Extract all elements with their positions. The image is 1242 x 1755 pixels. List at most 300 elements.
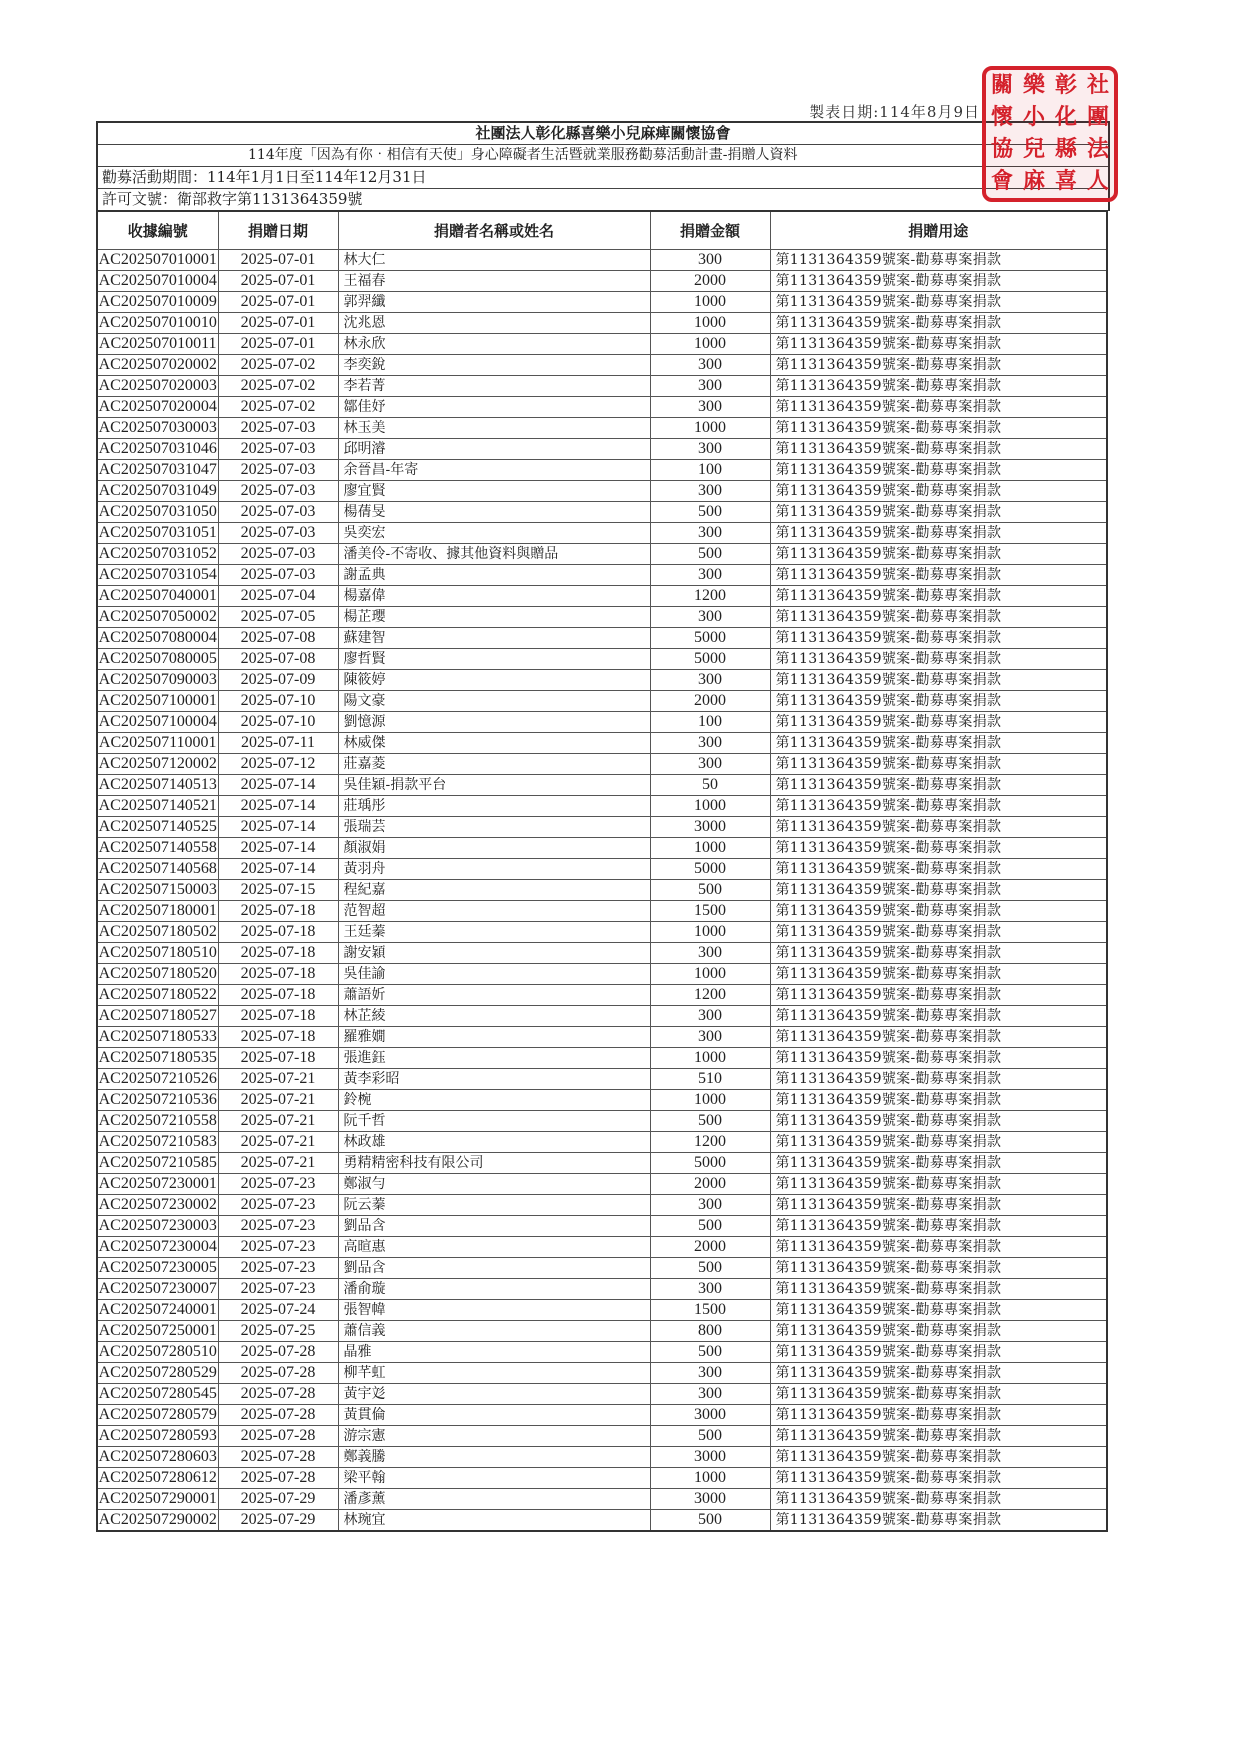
table-header-row (97, 211, 1107, 250)
donation-date-cell: 2025-07-09 (218, 670, 338, 691)
seal-character: 會 (990, 168, 1013, 194)
donation-amount-cell: 3000 (650, 817, 770, 838)
receipt-number-cell: AC202507031051 (97, 523, 218, 544)
seal-character: 兒 (1022, 136, 1045, 162)
donation-date-cell: 2025-07-28 (218, 1384, 338, 1405)
donation-date-cell: 2025-07-18 (218, 922, 338, 943)
donation-amount-cell: 300 (650, 376, 770, 397)
receipt-number-cell: AC202507180502 (97, 922, 218, 943)
donation-purpose-cell: 第1131364359號案-勸募專案捐款 (770, 1342, 1107, 1363)
donation-purpose-cell: 第1131364359號案-勸募專案捐款 (770, 418, 1107, 439)
donation-date-cell: 2025-07-23 (218, 1258, 338, 1279)
receipt-number-cell: AC202507280593 (97, 1426, 218, 1447)
receipt-number-cell: AC202507030003 (97, 418, 218, 439)
donation-date-cell: 2025-07-14 (218, 838, 338, 859)
donor-name-cell: 林政雄 (338, 1132, 650, 1153)
donation-date-cell: 2025-07-24 (218, 1300, 338, 1321)
donor-name-cell: 潘美伶-不寄收、據其他資料與贈品 (338, 544, 650, 565)
table-row (97, 1132, 1107, 1153)
donation-date-cell: 2025-07-28 (218, 1468, 338, 1489)
title-band (98, 145, 1108, 167)
donation-purpose-cell: 第1131364359號案-勸募專案捐款 (770, 481, 1107, 502)
table-row (97, 964, 1107, 985)
donation-date-cell: 2025-07-18 (218, 1006, 338, 1027)
seal-character: 關 (990, 72, 1013, 98)
receipt-number-cell: AC202507031050 (97, 502, 218, 523)
donor-name-cell: 蕭信義 (338, 1321, 650, 1342)
donation-purpose-cell: 第1131364359號案-勸募專案捐款 (770, 1132, 1107, 1153)
table-row (97, 733, 1107, 754)
receipt-number-cell: AC202507230007 (97, 1279, 218, 1300)
donation-amount-cell: 5000 (650, 628, 770, 649)
donor-name-cell: 程紀嘉 (338, 880, 650, 901)
donation-amount-cell: 5000 (650, 859, 770, 880)
donor-name-cell: 鄭義騰 (338, 1447, 650, 1468)
donor-name-cell: 楊嘉偉 (338, 586, 650, 607)
donation-purpose-cell: 第1131364359號案-勸募專案捐款 (770, 1363, 1107, 1384)
donation-purpose-cell: 第1131364359號案-勸募專案捐款 (770, 1426, 1107, 1447)
donation-purpose-cell: 第1131364359號案-勸募專案捐款 (770, 838, 1107, 859)
receipt-number-cell: AC202507100004 (97, 712, 218, 733)
table-row (97, 397, 1107, 418)
donation-amount-cell: 300 (650, 439, 770, 460)
donation-amount-cell: 300 (650, 1195, 770, 1216)
receipt-number-cell: AC202507210583 (97, 1132, 218, 1153)
donation-amount-cell: 300 (650, 607, 770, 628)
donation-amount-cell: 1000 (650, 418, 770, 439)
table-row (97, 1006, 1107, 1027)
receipt-number-cell: AC202507230004 (97, 1237, 218, 1258)
table-row (97, 859, 1107, 880)
table-row (97, 691, 1107, 712)
donor-name-cell: 林永欣 (338, 334, 650, 355)
donation-purpose-cell: 第1131364359號案-勸募專案捐款 (770, 985, 1107, 1006)
receipt-number-cell: AC202507180522 (97, 985, 218, 1006)
donation-purpose-cell: 第1131364359號案-勸募專案捐款 (770, 1174, 1107, 1195)
donation-amount-cell: 100 (650, 712, 770, 733)
donation-date-cell: 2025-07-25 (218, 1321, 338, 1342)
donation-amount-cell: 1200 (650, 1132, 770, 1153)
donation-purpose-cell: 第1131364359號案-勸募專案捐款 (770, 1279, 1107, 1300)
donation-amount-cell: 300 (650, 250, 770, 271)
table-row (97, 565, 1107, 586)
donation-amount-cell: 1000 (650, 1048, 770, 1069)
receipt-number-cell: AC202507140521 (97, 796, 218, 817)
donor-name-cell: 范智超 (338, 901, 650, 922)
receipt-number-cell: AC202507140568 (97, 859, 218, 880)
document-header (96, 121, 1110, 211)
donation-purpose-cell: 第1131364359號案-勸募專案捐款 (770, 1090, 1107, 1111)
donation-amount-cell: 300 (650, 1363, 770, 1384)
receipt-number-cell: AC202507100001 (97, 691, 218, 712)
seal-character: 社 (1086, 72, 1109, 98)
donation-purpose-cell: 第1131364359號案-勸募專案捐款 (770, 586, 1107, 607)
table-row (97, 250, 1107, 271)
table-row (97, 355, 1107, 376)
donation-purpose-cell: 第1131364359號案-勸募專案捐款 (770, 271, 1107, 292)
table-row (97, 775, 1107, 796)
donor-name-cell: 李奕銳 (338, 355, 650, 376)
donor-name-cell: 羅雅嫺 (338, 1027, 650, 1048)
donation-amount-cell: 500 (650, 502, 770, 523)
receipt-number-cell: AC202507080004 (97, 628, 218, 649)
donation-purpose-cell: 第1131364359號案-勸募專案捐款 (770, 1468, 1107, 1489)
donation-amount-cell: 300 (650, 1279, 770, 1300)
table-row (97, 1363, 1107, 1384)
donor-name-cell: 張進鈺 (338, 1048, 650, 1069)
donation-purpose-cell: 第1131364359號案-勸募專案捐款 (770, 691, 1107, 712)
receipt-number-cell: AC202507010010 (97, 313, 218, 334)
donation-date-cell: 2025-07-14 (218, 817, 338, 838)
donation-amount-cell: 3000 (650, 1489, 770, 1510)
receipt-number-cell: AC202507180520 (97, 964, 218, 985)
donor-name-cell: 楊蒨旻 (338, 502, 650, 523)
donation-purpose-cell: 第1131364359號案-勸募專案捐款 (770, 397, 1107, 418)
donation-date-cell: 2025-07-21 (218, 1069, 338, 1090)
donation-date-cell: 2025-07-03 (218, 565, 338, 586)
seal-character: 協 (990, 136, 1013, 162)
receipt-number-cell: AC202507031047 (97, 460, 218, 481)
table-row (97, 502, 1107, 523)
donor-name-cell: 林威傑 (338, 733, 650, 754)
donation-amount-cell: 500 (650, 1510, 770, 1532)
donor-name-cell: 蘇建智 (338, 628, 650, 649)
table-row (97, 271, 1107, 292)
donation-amount-cell: 3000 (650, 1447, 770, 1468)
table-row (97, 796, 1107, 817)
donation-date-cell: 2025-07-23 (218, 1279, 338, 1300)
donation-purpose-cell: 第1131364359號案-勸募專案捐款 (770, 355, 1107, 376)
donation-date-cell: 2025-07-23 (218, 1216, 338, 1237)
table-row (97, 586, 1107, 607)
donation-amount-cell: 300 (650, 565, 770, 586)
donor-table (96, 210, 1108, 1532)
donation-date-cell: 2025-07-01 (218, 313, 338, 334)
table-row (97, 418, 1107, 439)
donation-date-cell: 2025-07-18 (218, 901, 338, 922)
donation-purpose-cell: 第1131364359號案-勸募專案捐款 (770, 796, 1107, 817)
donation-amount-cell: 3000 (650, 1405, 770, 1426)
receipt-number-cell: AC202507210558 (97, 1111, 218, 1132)
column-header-donor: 捐贈者名稱或姓名 (338, 211, 650, 250)
receipt-number-cell: AC202507230001 (97, 1174, 218, 1195)
donation-amount-cell: 300 (650, 943, 770, 964)
receipt-number-cell: AC202507031054 (97, 565, 218, 586)
donation-date-cell: 2025-07-23 (218, 1195, 338, 1216)
seal-character: 縣 (1054, 136, 1077, 162)
table-row (97, 1048, 1107, 1069)
seal-character: 人 (1086, 168, 1109, 194)
receipt-number-cell: AC202507031046 (97, 439, 218, 460)
table-row (97, 1489, 1107, 1510)
donation-date-cell: 2025-07-03 (218, 439, 338, 460)
donor-name-cell: 郭羿纖 (338, 292, 650, 313)
donation-purpose-cell: 第1131364359號案-勸募專案捐款 (770, 1069, 1107, 1090)
column-header-purpose: 捐贈用途 (770, 211, 1107, 250)
donation-purpose-cell: 第1131364359號案-勸募專案捐款 (770, 880, 1107, 901)
donation-date-cell: 2025-07-21 (218, 1153, 338, 1174)
table-row (97, 1279, 1107, 1300)
receipt-number-cell: AC202507230002 (97, 1195, 218, 1216)
donation-amount-cell: 500 (650, 1342, 770, 1363)
donation-amount-cell: 1500 (650, 901, 770, 922)
donation-purpose-cell: 第1131364359號案-勸募專案捐款 (770, 1237, 1107, 1258)
donation-purpose-cell: 第1131364359號案-勸募專案捐款 (770, 1048, 1107, 1069)
donation-date-cell: 2025-07-04 (218, 586, 338, 607)
receipt-number-cell: AC202507080005 (97, 649, 218, 670)
receipt-number-cell: AC202507280510 (97, 1342, 218, 1363)
donation-amount-cell: 800 (650, 1321, 770, 1342)
receipt-number-cell: AC202507010011 (97, 334, 218, 355)
column-header-date: 捐贈日期 (218, 211, 338, 250)
receipt-number-cell: AC202507230003 (97, 1216, 218, 1237)
donor-name-cell: 莊嘉菱 (338, 754, 650, 775)
donor-name-cell: 李若菁 (338, 376, 650, 397)
receipt-number-cell: AC202507210536 (97, 1090, 218, 1111)
donor-name-cell: 楊芷瓔 (338, 607, 650, 628)
donation-amount-cell: 100 (650, 460, 770, 481)
donation-amount-cell: 510 (650, 1069, 770, 1090)
donation-date-cell: 2025-07-10 (218, 712, 338, 733)
donation-purpose-cell: 第1131364359號案-勸募專案捐款 (770, 817, 1107, 838)
seal-character: 彰 (1054, 72, 1077, 98)
table-row (97, 922, 1107, 943)
donation-date-cell: 2025-07-18 (218, 985, 338, 1006)
seal-character: 喜 (1054, 168, 1077, 194)
receipt-number-cell: AC202507031049 (97, 481, 218, 502)
receipt-number-cell: AC202507110001 (97, 733, 218, 754)
table-row (97, 1027, 1107, 1048)
donation-amount-cell: 5000 (650, 649, 770, 670)
seal-character: 小 (1022, 104, 1045, 130)
seal-character: 法 (1086, 136, 1109, 162)
fundraising-period: 勸募活動期間：114年1月1日至114年12月31日 (98, 167, 1108, 189)
donation-amount-cell: 2000 (650, 1237, 770, 1258)
donation-purpose-cell: 第1131364359號案-勸募專案捐款 (770, 292, 1107, 313)
table-row (97, 1342, 1107, 1363)
donor-name-cell: 林琬宜 (338, 1510, 650, 1532)
donation-purpose-cell: 第1131364359號案-勸募專案捐款 (770, 334, 1107, 355)
donor-name-cell: 王廷蓁 (338, 922, 650, 943)
receipt-number-cell: AC202507120002 (97, 754, 218, 775)
donor-name-cell: 黃貫倫 (338, 1405, 650, 1426)
donation-purpose-cell: 第1131364359號案-勸募專案捐款 (770, 1510, 1107, 1532)
table-row (97, 1426, 1107, 1447)
donation-amount-cell: 500 (650, 880, 770, 901)
donation-date-cell: 2025-07-08 (218, 628, 338, 649)
receipt-number-cell: AC202507140558 (97, 838, 218, 859)
donation-date-cell: 2025-07-03 (218, 523, 338, 544)
table-row (97, 607, 1107, 628)
donation-date-cell: 2025-07-14 (218, 775, 338, 796)
donation-purpose-cell: 第1131364359號案-勸募專案捐款 (770, 523, 1107, 544)
donation-amount-cell: 300 (650, 355, 770, 376)
donation-amount-cell: 300 (650, 670, 770, 691)
donation-date-cell: 2025-07-03 (218, 544, 338, 565)
donation-purpose-cell: 第1131364359號案-勸募專案捐款 (770, 565, 1107, 586)
receipt-number-cell: AC202507280603 (97, 1447, 218, 1468)
donation-purpose-cell: 第1131364359號案-勸募專案捐款 (770, 1300, 1107, 1321)
donor-name-cell: 阮千哲 (338, 1111, 650, 1132)
donor-name-cell: 勇精精密科技有限公司 (338, 1153, 650, 1174)
donation-purpose-cell: 第1131364359號案-勸募專案捐款 (770, 1195, 1107, 1216)
donor-name-cell: 廖宜賢 (338, 481, 650, 502)
table-row (97, 817, 1107, 838)
donation-date-cell: 2025-07-01 (218, 334, 338, 355)
receipt-number-cell: AC202507280612 (97, 1468, 218, 1489)
receipt-number-cell: AC202507210526 (97, 1069, 218, 1090)
column-header-amount: 捐贈金額 (650, 211, 770, 250)
donation-date-cell: 2025-07-03 (218, 481, 338, 502)
donation-date-cell: 2025-07-28 (218, 1447, 338, 1468)
donor-name-cell: 潘俞璇 (338, 1279, 650, 1300)
table-row (97, 1153, 1107, 1174)
donation-amount-cell: 50 (650, 775, 770, 796)
donation-date-cell: 2025-07-02 (218, 397, 338, 418)
receipt-number-cell: AC202507090003 (97, 670, 218, 691)
donation-date-cell: 2025-07-28 (218, 1363, 338, 1384)
table-row (97, 1174, 1107, 1195)
donation-amount-cell: 500 (650, 1216, 770, 1237)
document-title: 114年度「因為有你‧相信有天使」身心障礙者生活暨就業服務勸募活動計畫-捐贈人資料 (248, 147, 798, 163)
donation-amount-cell: 300 (650, 1006, 770, 1027)
donation-amount-cell: 2000 (650, 271, 770, 292)
donor-name-cell: 柳芊虹 (338, 1363, 650, 1384)
donation-amount-cell: 500 (650, 1426, 770, 1447)
donation-amount-cell: 300 (650, 523, 770, 544)
table-row (97, 1111, 1107, 1132)
donation-purpose-cell: 第1131364359號案-勸募專案捐款 (770, 544, 1107, 565)
receipt-number-cell: AC202507050002 (97, 607, 218, 628)
donation-amount-cell: 300 (650, 733, 770, 754)
donation-amount-cell: 1000 (650, 1090, 770, 1111)
donor-name-cell: 劉憶源 (338, 712, 650, 733)
donation-date-cell: 2025-07-21 (218, 1090, 338, 1111)
table-row (97, 292, 1107, 313)
donation-purpose-cell: 第1131364359號案-勸募專案捐款 (770, 775, 1107, 796)
donation-amount-cell: 5000 (650, 1153, 770, 1174)
donation-purpose-cell: 第1131364359號案-勸募專案捐款 (770, 1258, 1107, 1279)
donor-name-cell: 余晉昌-年寄 (338, 460, 650, 481)
table-row (97, 712, 1107, 733)
table-row (97, 628, 1107, 649)
receipt-number-cell: AC202507290002 (97, 1510, 218, 1532)
donor-name-cell: 鄒佳妤 (338, 397, 650, 418)
table-row (97, 1300, 1107, 1321)
table-row (97, 1237, 1107, 1258)
donation-amount-cell: 300 (650, 481, 770, 502)
receipt-number-cell: AC202507180535 (97, 1048, 218, 1069)
donor-name-cell: 吳奕宏 (338, 523, 650, 544)
donation-amount-cell: 1000 (650, 334, 770, 355)
donation-amount-cell: 2000 (650, 691, 770, 712)
seal-character: 化 (1054, 104, 1077, 130)
table-row (97, 523, 1107, 544)
table-row (97, 1447, 1107, 1468)
table-row (97, 880, 1107, 901)
donor-name-cell: 鈴椀 (338, 1090, 650, 1111)
donation-purpose-cell: 第1131364359號案-勸募專案捐款 (770, 1153, 1107, 1174)
donation-purpose-cell: 第1131364359號案-勸募專案捐款 (770, 712, 1107, 733)
donation-date-cell: 2025-07-01 (218, 271, 338, 292)
table-row (97, 649, 1107, 670)
table-row (97, 1384, 1107, 1405)
table-row (97, 1321, 1107, 1342)
donor-name-cell: 謝孟典 (338, 565, 650, 586)
donation-date-cell: 2025-07-01 (218, 292, 338, 313)
receipt-number-cell: AC202507290001 (97, 1489, 218, 1510)
donor-name-cell: 高暄惠 (338, 1237, 650, 1258)
receipt-number-cell: AC202507020003 (97, 376, 218, 397)
donation-purpose-cell: 第1131364359號案-勸募專案捐款 (770, 1216, 1107, 1237)
organization-seal (982, 66, 1118, 202)
donation-purpose-cell: 第1131364359號案-勸募專案捐款 (770, 1447, 1107, 1468)
table-row (97, 1069, 1107, 1090)
receipt-number-cell: AC202507140525 (97, 817, 218, 838)
donation-date-cell: 2025-07-12 (218, 754, 338, 775)
donation-date-cell: 2025-07-18 (218, 943, 338, 964)
donation-amount-cell: 300 (650, 1027, 770, 1048)
donation-date-cell: 2025-07-02 (218, 376, 338, 397)
donation-purpose-cell: 第1131364359號案-勸募專案捐款 (770, 943, 1107, 964)
receipt-number-cell: AC202507040001 (97, 586, 218, 607)
donation-amount-cell: 2000 (650, 1174, 770, 1195)
donation-date-cell: 2025-07-28 (218, 1405, 338, 1426)
donation-date-cell: 2025-07-11 (218, 733, 338, 754)
receipt-number-cell: AC202507210585 (97, 1153, 218, 1174)
donation-purpose-cell: 第1131364359號案-勸募專案捐款 (770, 1384, 1107, 1405)
seal-character: 團 (1086, 104, 1109, 130)
donor-name-cell: 張瑞芸 (338, 817, 650, 838)
receipt-number-cell: AC202507250001 (97, 1321, 218, 1342)
donation-date-cell: 2025-07-10 (218, 691, 338, 712)
donation-amount-cell: 500 (650, 1258, 770, 1279)
donor-name-cell: 邱明濬 (338, 439, 650, 460)
donation-purpose-cell: 第1131364359號案-勸募專案捐款 (770, 733, 1107, 754)
donor-name-cell: 游宗憲 (338, 1426, 650, 1447)
donation-date-cell: 2025-07-15 (218, 880, 338, 901)
donation-amount-cell: 1000 (650, 838, 770, 859)
donation-purpose-cell: 第1131364359號案-勸募專案捐款 (770, 250, 1107, 271)
donation-purpose-cell: 第1131364359號案-勸募專案捐款 (770, 1111, 1107, 1132)
donation-amount-cell: 1000 (650, 313, 770, 334)
receipt-number-cell: AC202507140513 (97, 775, 218, 796)
donor-name-cell: 晶雅 (338, 1342, 650, 1363)
donor-name-cell: 張智幃 (338, 1300, 650, 1321)
seal-character: 樂 (1022, 72, 1045, 98)
donation-date-cell: 2025-07-18 (218, 1048, 338, 1069)
donation-amount-cell: 1000 (650, 964, 770, 985)
donation-date-cell: 2025-07-18 (218, 964, 338, 985)
donation-date-cell: 2025-07-28 (218, 1342, 338, 1363)
donor-name-cell: 廖哲賢 (338, 649, 650, 670)
donation-purpose-cell: 第1131364359號案-勸募專案捐款 (770, 754, 1107, 775)
seal-character: 懷 (990, 104, 1013, 130)
organization-name: 社團法人彰化縣喜樂小兒麻痺關懷協會 (475, 124, 731, 142)
donation-purpose-cell: 第1131364359號案-勸募專案捐款 (770, 922, 1107, 943)
donor-name-cell: 劉品含 (338, 1258, 650, 1279)
donation-amount-cell: 500 (650, 544, 770, 565)
donor-name-cell: 劉品含 (338, 1216, 650, 1237)
donor-name-cell: 鄭淑勻 (338, 1174, 650, 1195)
donation-purpose-cell: 第1131364359號案-勸募專案捐款 (770, 964, 1107, 985)
donation-purpose-cell: 第1131364359號案-勸募專案捐款 (770, 376, 1107, 397)
receipt-number-cell: AC202507180510 (97, 943, 218, 964)
donation-purpose-cell: 第1131364359號案-勸募專案捐款 (770, 439, 1107, 460)
receipt-number-cell: AC202507280579 (97, 1405, 218, 1426)
seal-character: 麻 (1022, 168, 1045, 194)
donation-purpose-cell: 第1131364359號案-勸募專案捐款 (770, 1489, 1107, 1510)
